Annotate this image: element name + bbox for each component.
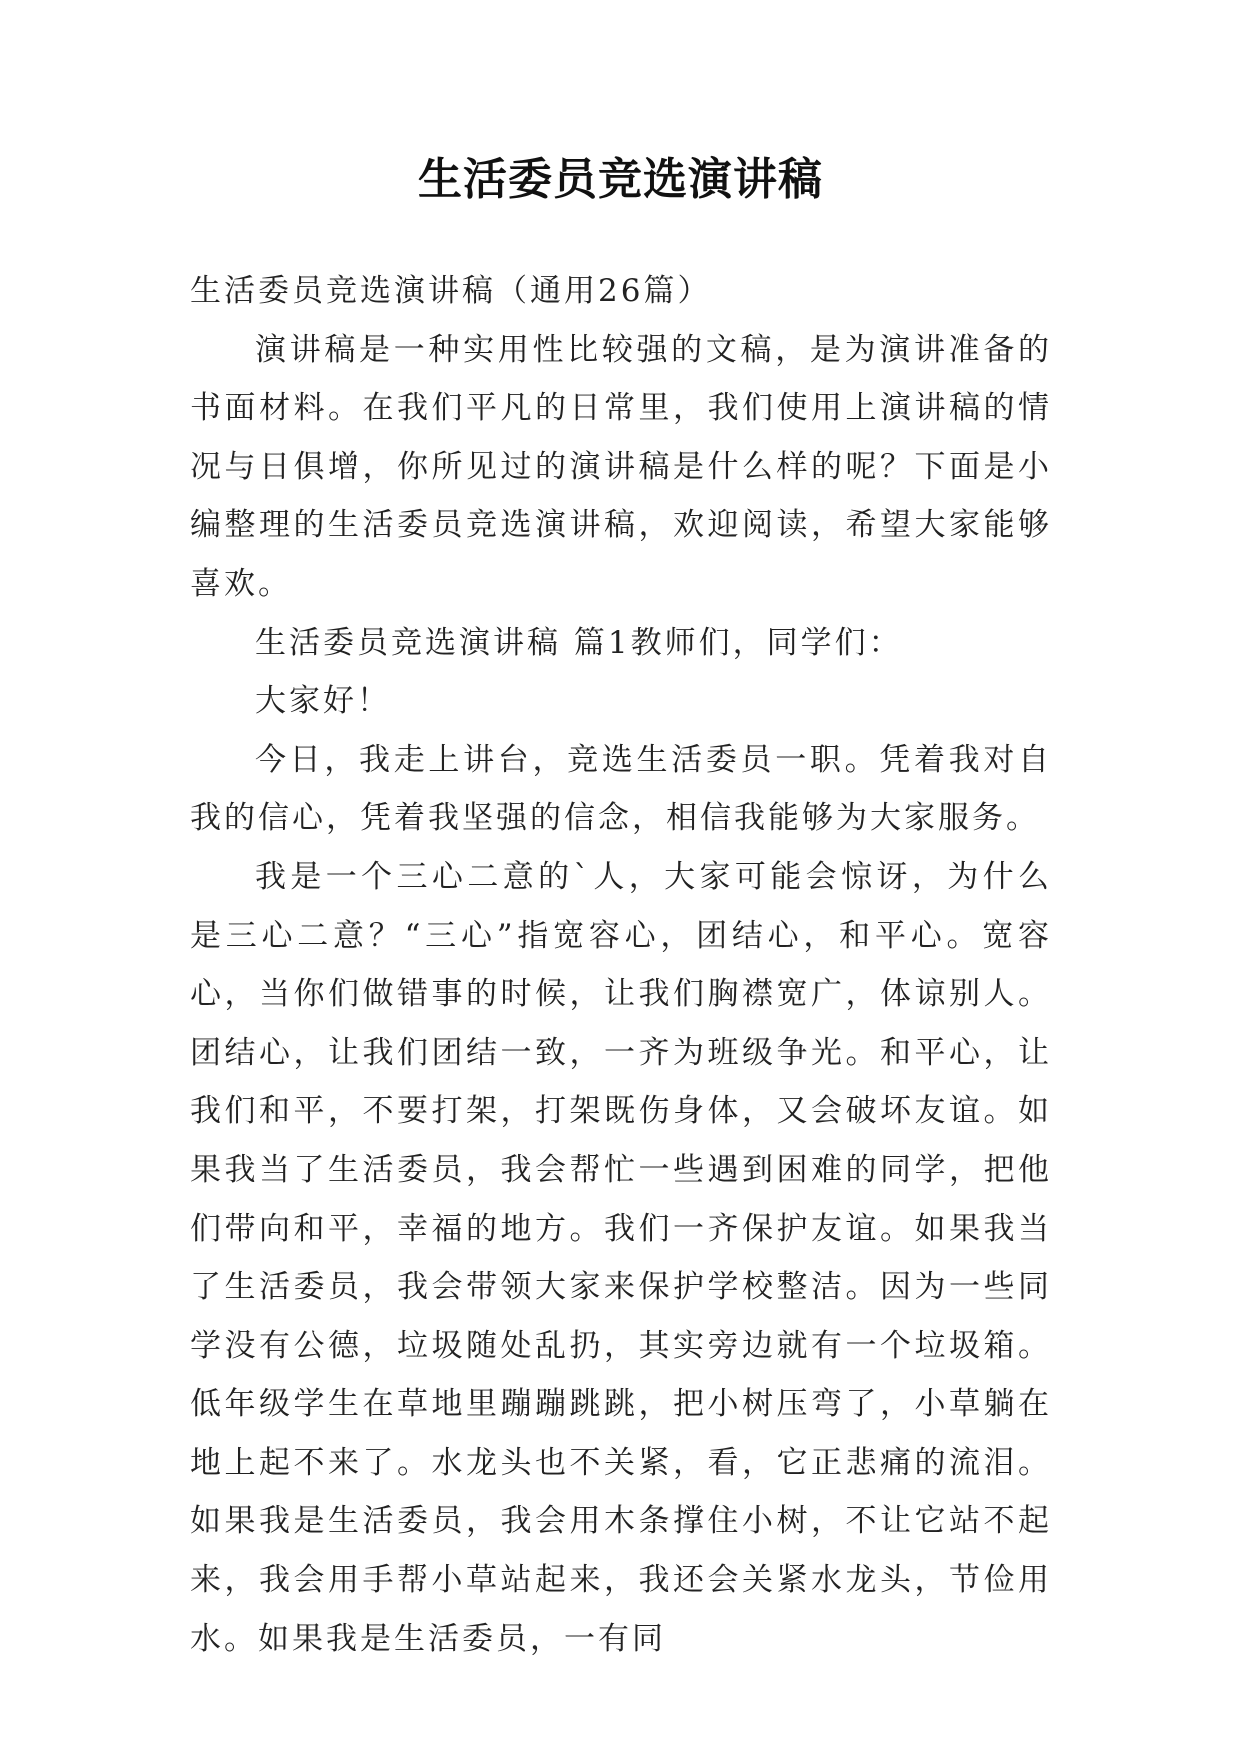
paragraph-greeting: 大家好！ — [255, 683, 391, 720]
paragraph-subtitle: 生活委员竞选演讲稿（通用26篇） — [190, 273, 712, 309]
paragraph-intro: 演讲稿是一种实用性比较强的文稿，是为演讲准备的书面材料。在我们平凡的日常里，我们使用上演讲稿的情况与日俱增，你所见过的演讲稿是什么样的呢？下面是小编整理的生活委员竞选演讲稿，欢迎阅读，希望大家能够喜欢。 — [190, 331, 1052, 602]
paragraph-opening: 今日，我走上讲台，竞选生活委员一职。凭着我对自我的信心，凭着我坚强的信念，相信我能够为大家服务。 — [190, 741, 1052, 837]
paragraph-body: 我是一个三心二意的`人，大家可能会惊讶，为什么是三心二意？“三心”指宽容心，团结心，和平心。宽容心，当你们做错事的时候，让我们胸襟宽广，体谅别人。团结心，让我们团结一致，一齐为班级争光。和平心，让我们和平，不要打架，打架既伤身体，又会破坏友谊。如果我当了生活委员，我会帮忙一些遇到困难的同学，把他们带向和平，幸福的地方。我们一齐保护友谊。如果我当了生活委员，我会带领大家来保护学校整洁。因为一些同学没有公德，垃圾随处乱扔，其实旁边就有一个垃圾箱。低年级学生在草地里蹦蹦跳跳，把小树压弯了，小草躺在地上起不来了。水龙头也不关紧，看，它正悲痛的流泪。如果我是生活委员，我会用木条撑住小树，不让它站不起来，我会用手帮小草站起来，我还会关紧水龙头，节俭用水。如果我是生活委员，一有同 — [190, 858, 1052, 1657]
document-body — [190, 262, 1052, 1668]
document-title: 生活委员竞选演讲稿 — [418, 154, 823, 205]
paragraph-section-heading: 生活委员竞选演讲稿 篇1教师们，同学们： — [255, 624, 903, 661]
